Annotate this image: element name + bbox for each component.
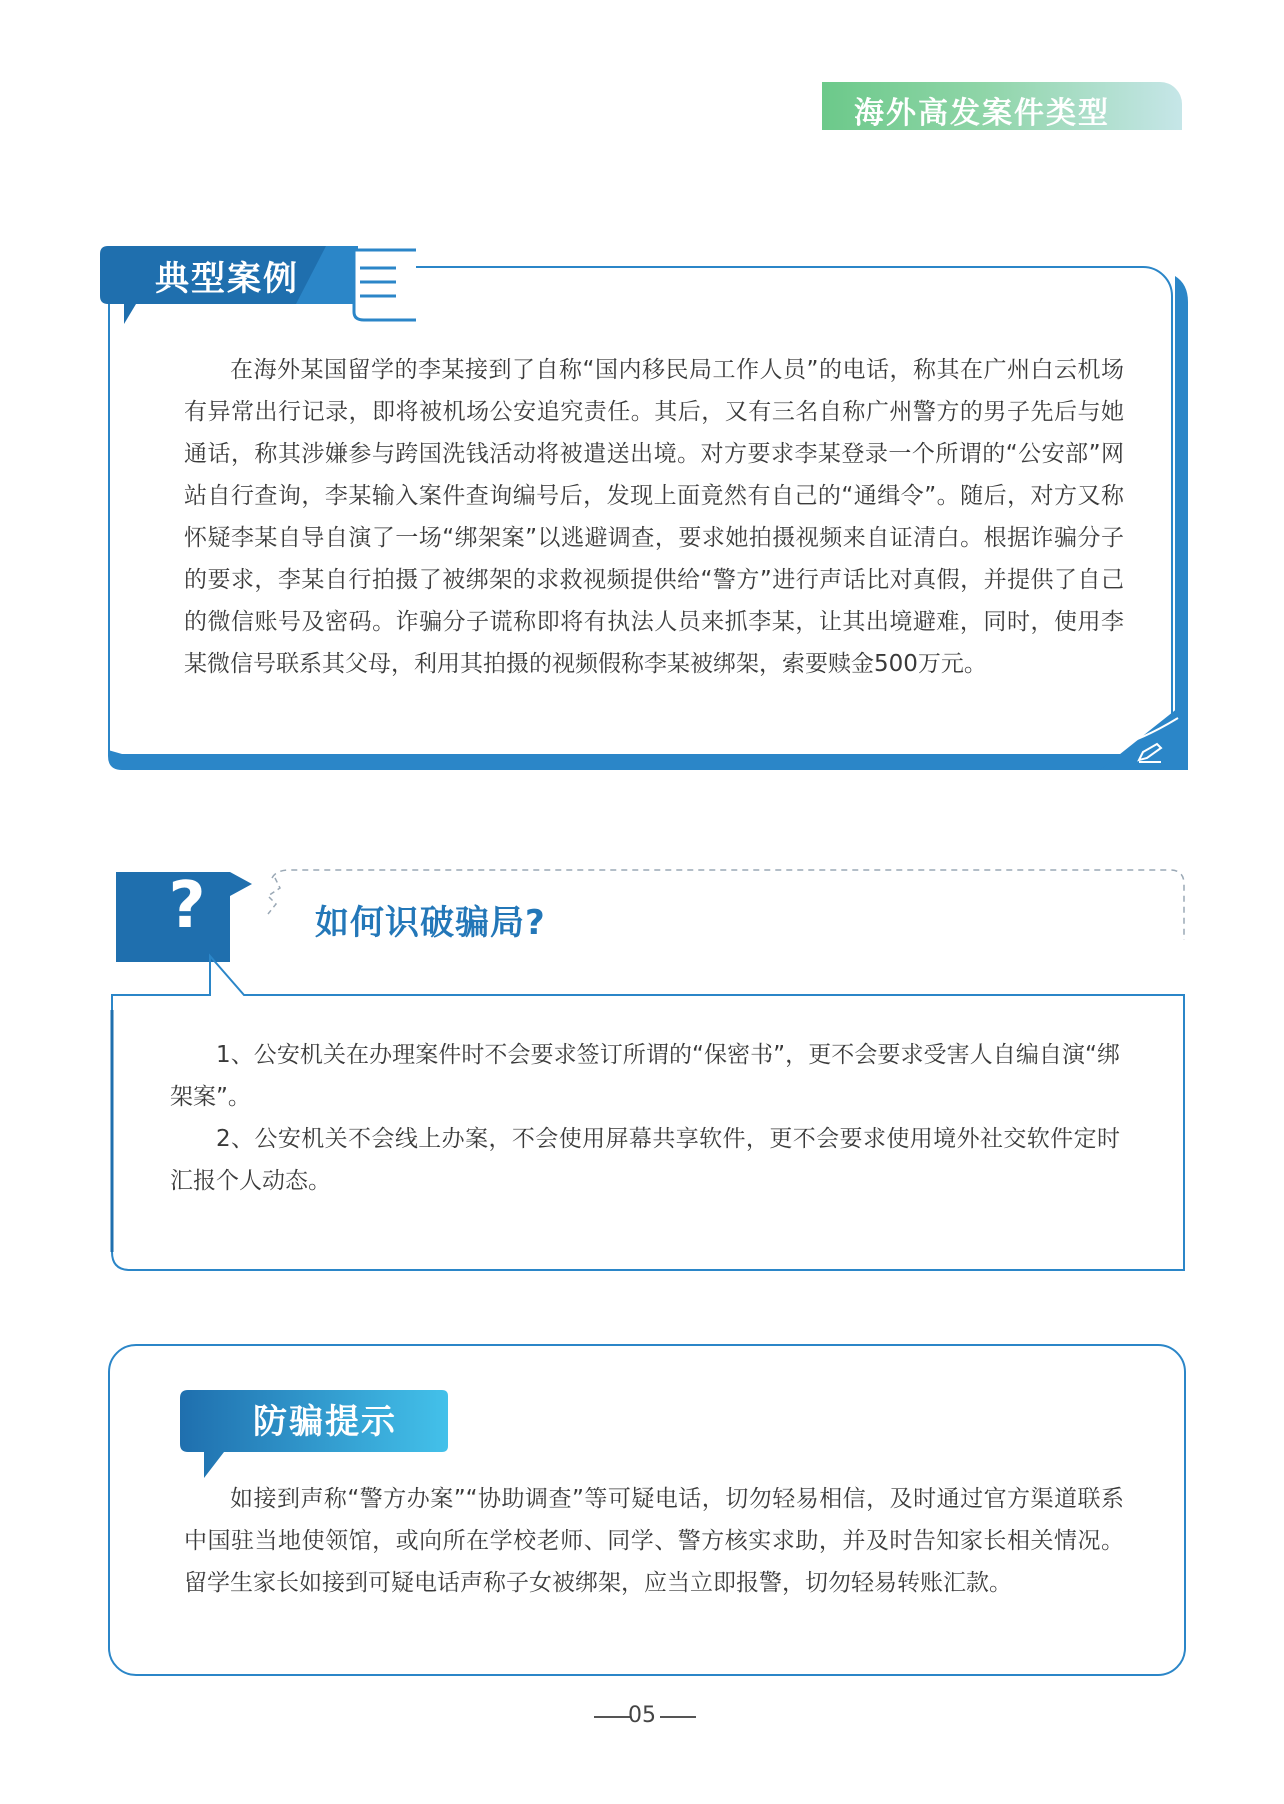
section-header-title: 海外高发案件类型 xyxy=(854,96,1110,131)
identify-point-1: 1、公安机关在办理案件时不会要求签订所谓的“保密书”，更不会要求受害人自编自演“绑架案”。 xyxy=(170,1042,1120,1110)
case-title: 典型案例 xyxy=(155,259,299,299)
question-mark-icon: ? xyxy=(168,869,206,943)
pencil-icon xyxy=(1137,742,1165,764)
list-icon xyxy=(352,258,416,310)
case-paragraph: 在海外某国留学的李某接到了自称“国内移民局工作人员”的电话，称其在广州白云机场有异常出行记录，即将被机场公安追究责任。其后，又有三名自称广州警方的男子先后与她通话，称其涉嫌参与跨国洗钱活动将被遣送出境。对方要求李某登录一个所谓的“公安部”网站自行查询，李某输入案件查询编号后，发现上面竟然有自己的“通缉令”。随后，对方又称怀疑李某自导自演了一场“绑架案”以逃避调查，要求她拍摄视频来自证清白。根据诈骗分子的要求，李某自行拍摄了被绑架的求救视频提供给“警方”进行声话比对真假，并提供了自己的微信账号及密码。诈骗分子谎称即将有执法人员来抓李某，让其出境避难，同时，使用李某微信号联系其父母，利用其拍摄的视频假称李某被绑架，索要赎金500万元。 xyxy=(184,357,1124,677)
tips-paragraph: 如接到声称“警方办案”“协助调查”等可疑电话，切勿轻易相信，及时通过官方渠道联系中国驻当地使领馆，或向所在学校老师、同学、警方核实求助，并及时告知家长相关情况。留学生家长如接到可疑电话声称子女被绑架，应当立即报警，切勿轻易转账汇款。 xyxy=(184,1486,1124,1596)
identify-title: 如何识破骗局? xyxy=(315,903,546,943)
section-header-tab xyxy=(822,82,1182,130)
identify-points xyxy=(170,1034,1120,1202)
page-number: 05 xyxy=(628,1703,656,1728)
identify-point-2: 2、公安机关不会线上办案，不会使用屏幕共享软件，更不会要求使用境外社交软件定时汇报个人动态。 xyxy=(170,1126,1120,1194)
tips-title: 防骗提示 xyxy=(253,1402,397,1442)
page-number-line-right xyxy=(660,1716,696,1718)
